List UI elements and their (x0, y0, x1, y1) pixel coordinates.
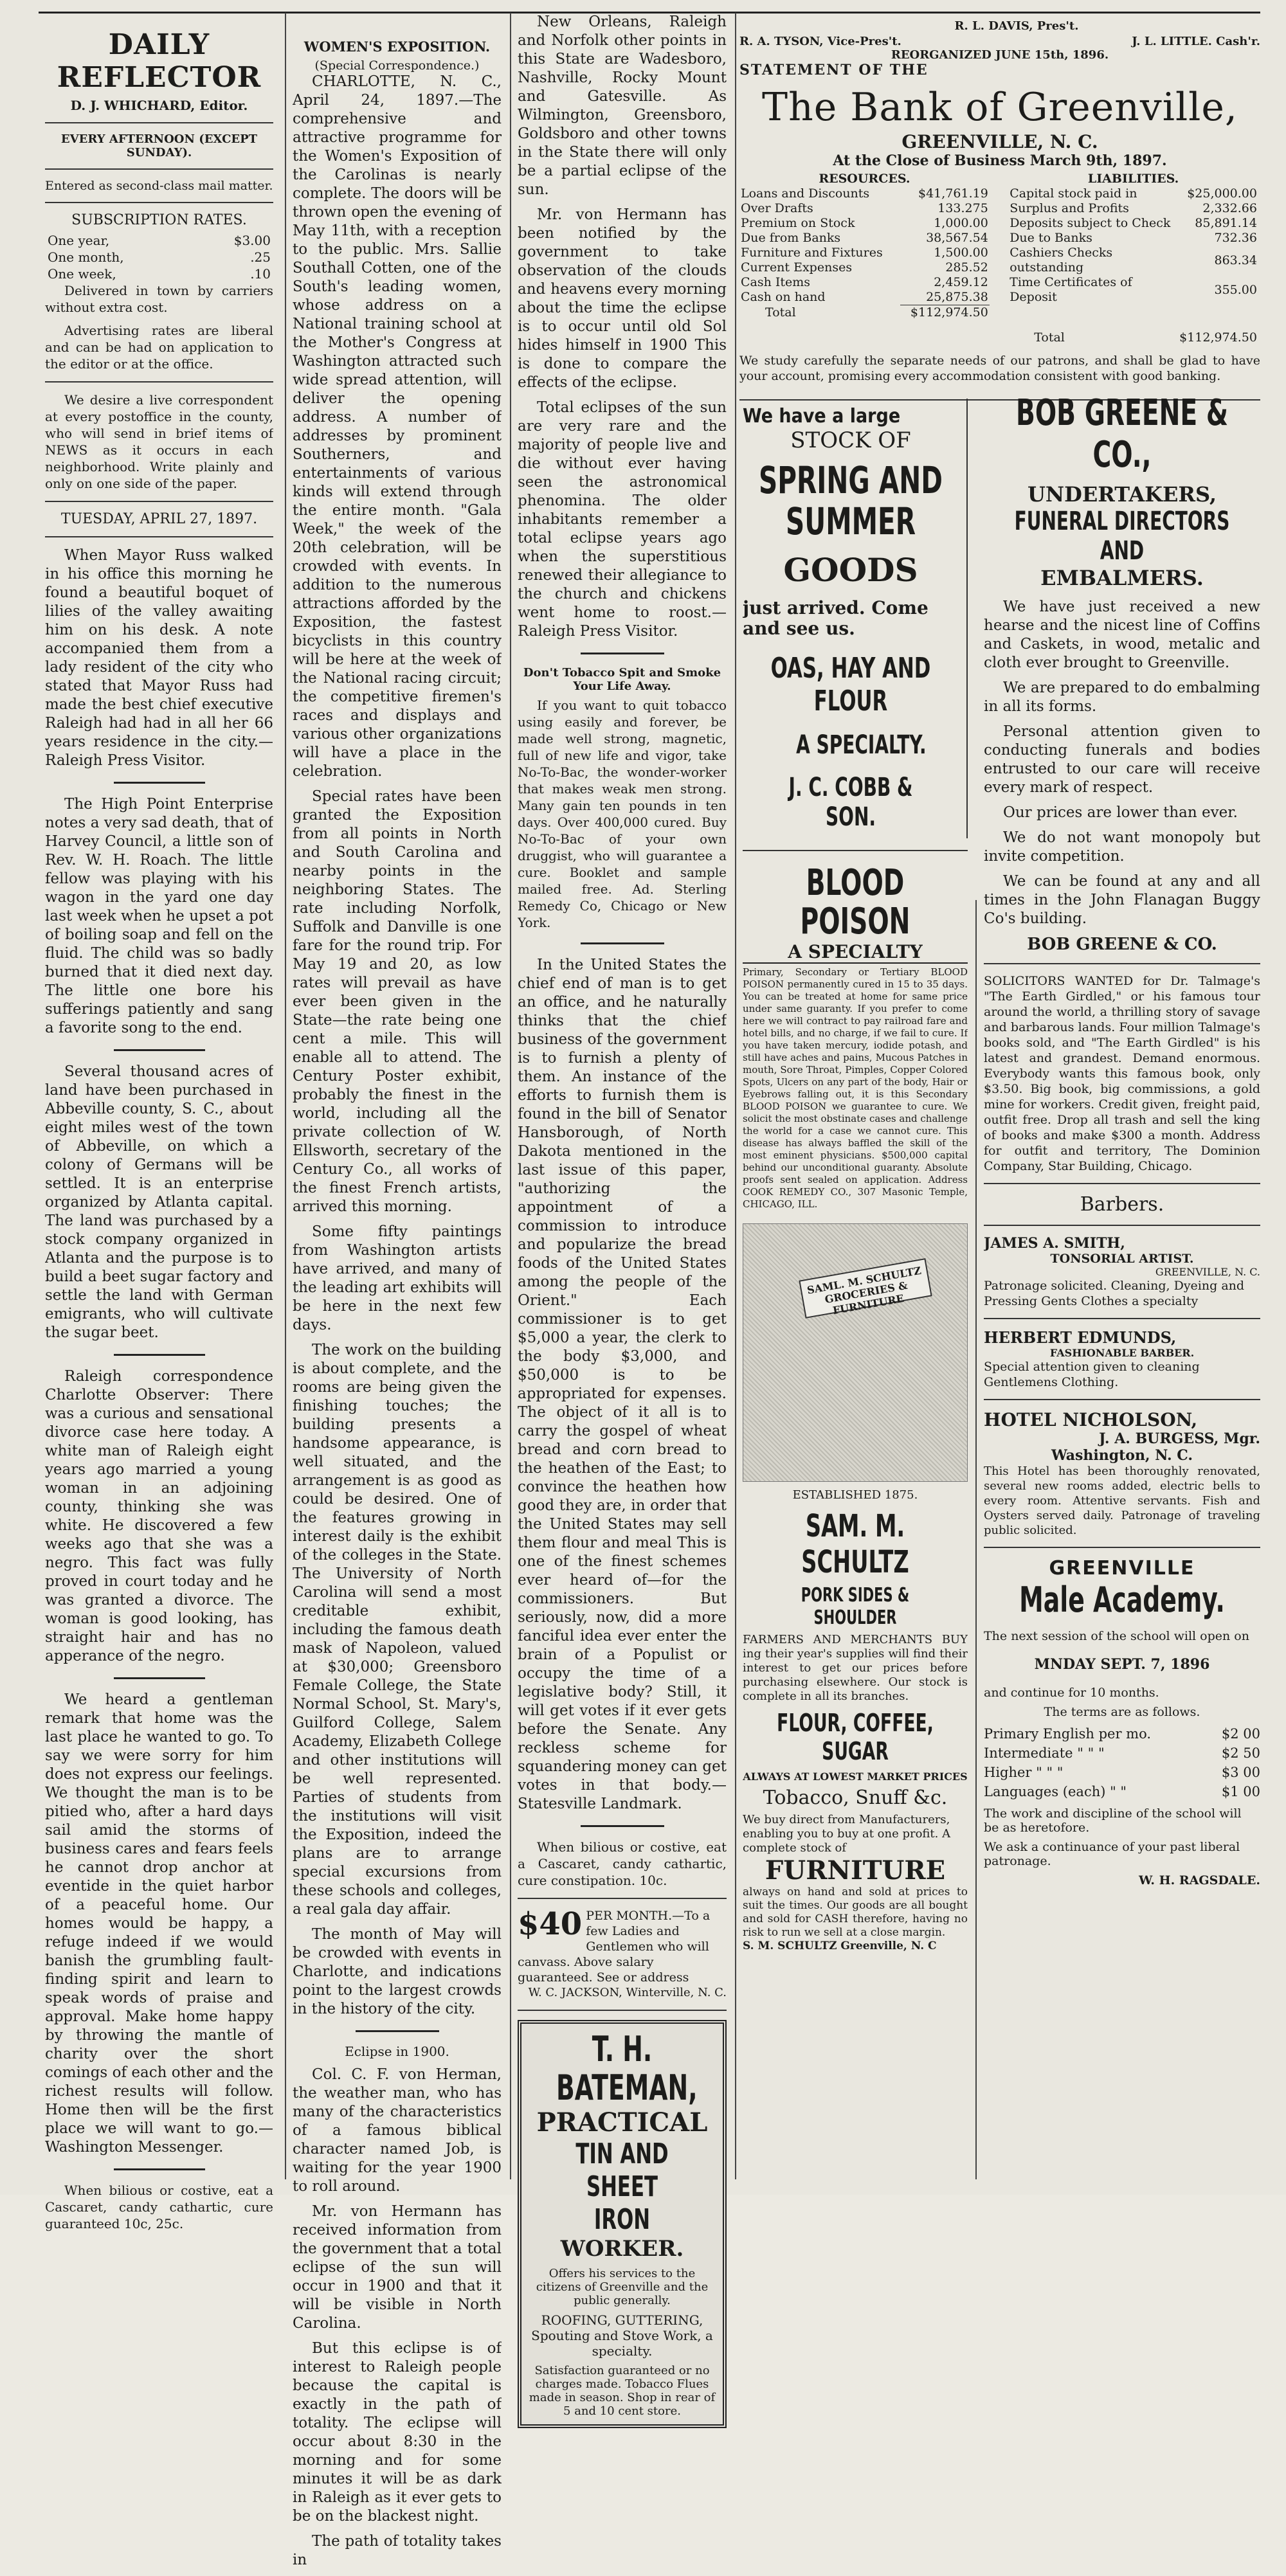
academy-subject: Higher " " " (984, 1765, 1064, 1780)
greene-line2: FUNERAL DIRECTORS AND (1014, 507, 1230, 566)
cobb-line8: J. C. COBB & SON. (788, 773, 913, 832)
greene-paragraph: We do not want monopoly but invite competition. (984, 829, 1260, 865)
blood-poison-sub: A SPECIALTY (743, 941, 968, 964)
column-divider (285, 13, 286, 2179)
fin-item: Premium on Stock (741, 216, 855, 230)
greene-line1: UNDERTAKERS, (1027, 482, 1217, 507)
fin-value: 1,000.00 (934, 216, 988, 230)
blood-poison-title: BLOOD POISON (800, 862, 910, 942)
hotel-city: Washington, N. C. (1051, 1447, 1193, 1464)
rate-term: One month, (48, 249, 124, 265)
fin-value: 38,567.54 (926, 231, 988, 245)
academy-line2: Male Academy. (1019, 1580, 1225, 1620)
cobb-line5: just arrived. Come and see us. (743, 597, 928, 639)
hotel-mgr: J. A. BURGESS, Mgr. (1099, 1430, 1260, 1447)
greene-paragraph: Our prices are lower than ever. (1003, 804, 1238, 821)
exposition-paragraph: Some fifty paintings from Washington artists have arrived, and many of the leading art exhibits will be here in the next few days. (293, 1223, 502, 1333)
academy-term-row (984, 1782, 1260, 1801)
smith-city: GREENVILLE, N. C. (1155, 1266, 1260, 1278)
tobacco-text: If you want to quit tobacco using easily and forever, be made well strong, magnetic, full of new life and vigor, take No-To-Bac, the wonder-worker that makes weak men strong. Many gain ten pounds in ten days. Over 400,000 cured. Buy No-To-Bac of your own druggist, who will guarantee a cure. Booklet and sample mailed free. Ad. Sterling Remedy Co, Chicago or New York. (518, 698, 727, 930)
fin-item: Total (765, 305, 796, 320)
cobb-line2: STOCK OF (790, 428, 911, 453)
column-divider (510, 13, 511, 2179)
liabilities (1008, 172, 1258, 345)
cobb-line4: GOODS (783, 551, 918, 589)
advertising-note: Advertising rates are liberal and can be had on application to the editor or at the office. (45, 323, 273, 372)
fin-value: 1,500.00 (934, 246, 988, 260)
smith-text: Patronage solicited. Cleaning, Dyeing and Pressing Gents Clothes a specialty (984, 1279, 1245, 1308)
academy-line1: GREENVILLE (1049, 1557, 1195, 1580)
column-1 (45, 13, 273, 2238)
eclipse-continued: New Orleans, Raleigh and Norfolk other points in this State are Wadesboro, Nashville, Rocky Mount and Gatesville. As Wilmington, Greensboro, Goldsboro and other towns in the State there will only be a partial eclipse of the sun. (518, 14, 727, 198)
barbers-heading: Barbers. (1080, 1193, 1164, 1216)
fin-value: 133.275 (937, 201, 988, 215)
fin-item: Cash on hand (741, 290, 826, 305)
fin-item: Furniture and Fixtures (741, 246, 883, 260)
fin-item: Loans and Discounts (741, 186, 870, 201)
fin-row (739, 201, 990, 216)
subscription-rates (45, 232, 273, 282)
bateman-footer: Satisfaction guaranteed or no charges made. Tobacco Flues made in season. Shop in rear of 5 and 10 cent store. (529, 2364, 716, 2418)
bank-footer: We study carefully the separate needs of our patrons, and shall be glad to have your account, promising every accommodation consistent with good banking. (739, 354, 1260, 383)
greene-paragraph: We are prepared to do embalming in all its forms. (984, 680, 1260, 715)
fin-row (1008, 201, 1258, 216)
rate-price: $3.00 (233, 233, 271, 248)
bateman-line1: PRACTICAL (536, 2107, 708, 2138)
fin-value: 732.36 (1214, 231, 1257, 245)
news-item: Raleigh correspondence Charlotte Observer: There was a curious and sensational divorce case here today. A white man of Raleigh eight years ago married a young woman in an adjoining county, thinking she was white. He discovered a few weeks ago that she was a negro. This fact was fully proved in court today and he was granted a divorce. The woman is good looking, has straight hair and has no apperance of the negro. (45, 1368, 273, 1664)
exposition-paragraph: The month of May will be crowded with events in Charlotte, and indications point to the largest crowds in the history of the city. (293, 1926, 502, 2017)
bank-ad (739, 13, 1260, 410)
news-item: The High Point Enterprise notes a very sad death, that of Harvey Council, a little son of Rev. W. H. Roach. The little fellow was playing with his wagon in the yard one day last week when he upset a pot of boiling soap and fell on the fluid. The child was so badly burned that it died next day. The little one bore his sufferings patiently and sang a favorite song to the end. (45, 796, 273, 1036)
exposition-paragraph: The work on the building is about complete, and the rooms are being given the finishing touches; the building presents a handsome appearance, is well situated, and the arrangement is as good as could be desired. One of the features growing in interest daily is the exhibit of the colleges in the State. The University of North Carolina will send a most creditable exhibit, including the famous death mask of Napoleon, valued at $30,000; Greensboro Female College, the State Normal School, St. Mary's, Guilford College, Salem Academy, Elizabeth College and other institutions will be well represented. Parties of students from the institutions will visit the Exposition, indeed the plans are to arrange special excursions from these schools and colleges, a real gala day affair. (293, 1342, 502, 1918)
cascaret-ad: When bilious or costive, eat a Cascaret, candy cathartic, cure guaranteed 10c, 25c. (45, 2183, 273, 2231)
academy-subject: Intermediate " " " (984, 1745, 1105, 1761)
greene-paragraph: We have just received a new hearse and the nicest line of Coffins and Caskets, in wood, metalic and cloth ever brought to Greenville. (984, 599, 1260, 671)
fin-value: 355.00 (1214, 282, 1257, 297)
fin-item: Due from Banks (741, 231, 841, 245)
fin-item: Time Certificates of Deposit (1010, 275, 1132, 304)
fin-value: $112,974.50 (1179, 330, 1257, 345)
fin-value: 863.34 (1214, 253, 1257, 267)
cascaret-ad-2: When bilious or costive, eat a Cascaret, candy cathartic, cure constipation. 10c. (518, 1839, 727, 1888)
resources-table (739, 186, 990, 320)
exposition-byline: (Special Correspondence.) (314, 59, 480, 73)
fin-total (739, 305, 990, 321)
academy-p1: The next session of the school will open on (984, 1629, 1249, 1643)
academy-ad (984, 1557, 1260, 1887)
academy-price: $3 00 (1221, 1765, 1260, 1780)
edmunds-title: FASHIONABLE BARBER. (1049, 1347, 1195, 1359)
resources-title: RESOURCES. (819, 172, 910, 186)
column-5 (984, 392, 1260, 1887)
liabilities-table (1008, 186, 1258, 345)
schultz-line4: Tobacco, Snuff &c. (763, 1787, 948, 1809)
blood-poison-text: Primary, Secondary or Tertiary BLOOD POISON permanently cured in 15 to 35 days. You can be treated at home for same price under same guaranty. If you prefer to come here we will contract to pay railroad fare and hotel bills, and no charge, if we fail to cure. If you have taken mercury, iodide potash, and still have aches and pains, Mucous Patches in mouth, Sore Throat, Pimples, Copper Colored Spots, Ulcers on any part of the body, Hair or Eyebrows falling out, it is this Secondary BLOOD POISON we guarantee to cure. We solicit the most obstinate cases and challenge the world for a case we cannot cure. This disease has always baffled the skill of the most eminent physicians. $500,000 capital behind our unconditional guaranty. Absolute proofs sent sealed on application. Address COOK REMEDY CO., 307 Masonic Temple, CHICAGO, ILL. (743, 966, 968, 1210)
fin-row (739, 290, 990, 305)
fin-item: Total (1034, 330, 1065, 345)
fin-value: 2,459.12 (934, 275, 988, 289)
rate-term: One year, (48, 233, 110, 248)
smith-name: JAMES A. SMITH, (984, 1235, 1125, 1252)
rate-term: One week, (48, 266, 116, 282)
liabilities-title: LIABILITIES. (1087, 172, 1179, 186)
bateman-name: T. H. BATEMAN, (556, 2029, 698, 2108)
schultz-p2: We buy direct from Manufacturers, enabling you to buy at one profit. A complete stock of (743, 1813, 951, 1855)
fin-item: Surplus and Profits (1010, 201, 1129, 215)
fin-row (739, 231, 990, 246)
fin-row (1008, 216, 1258, 231)
academy-p2: and continue for 10 months. (984, 1686, 1159, 1700)
cobb-line7: A SPECIALTY. (796, 730, 927, 760)
academy-price: $2 00 (1221, 1726, 1260, 1742)
jackson-ad (518, 1908, 727, 2001)
bank-president: R. L. DAVIS, Pres't. (954, 19, 1079, 33)
masthead-entered: Entered as second-class mail matter. (45, 179, 273, 193)
academy-p3: The terms are as follows. (1044, 1705, 1200, 1719)
academy-subject: Primary English per mo. (984, 1726, 1152, 1742)
masthead-editor: D. J. WHICHARD, Editor. (70, 98, 248, 113)
exposition-paragraph: Special rates have been granted the Exposition from all points in North and South Carolina and nearby points in the neighboring States. The rate including Norfolk, Suffolk and Danville is one fare for the round trip. For May 19 and 20, as low rates will prevail as have ever been given in the State—the rate being one cent a mile. This will enable all to attend. The Century Poster exhibit, probably the finest in the world, including all the private collection of W. Ellsworth, secretary of the Century Co., all works of the finest French artists, arrived this morning. (293, 788, 502, 1215)
rate-row (45, 266, 273, 282)
bank-close: At the Close of Business March 9th, 1897. (833, 152, 1167, 169)
greene-line3: EMBALMERS. (1040, 566, 1204, 590)
rate-row (45, 249, 273, 266)
subscription-heading: SUBSCRIPTION RATES. (71, 212, 247, 228)
column-4 (743, 392, 968, 1952)
rate-price: .25 (250, 249, 271, 265)
bank-statement: STATEMENT OF THE (739, 62, 928, 78)
academy-sig: W. H. RAGSDALE. (1139, 1873, 1260, 1887)
fin-row (739, 216, 990, 231)
column-2 (293, 13, 502, 2576)
academy-term-row (984, 1743, 1260, 1763)
schultz-line2: FLOUR, COFFEE, SUGAR (777, 1709, 934, 1765)
academy-price: $1 00 (1221, 1784, 1260, 1799)
bateman-line3: WORKER. (560, 2236, 684, 2262)
fin-row (1008, 186, 1258, 201)
bank-city: GREENVILLE, N. C. (901, 131, 1098, 152)
exposition-paragraph: CHARLOTTE, N. C., April 24, 1897.—The comprehensive and attractive programme for the Women's Exposition of the Carolinas is nearly complete. The doors will be thrown open the evening of May 11th, with a reception to the public. Mrs. Sallie Southall Cotten, one of the South's leading women, whose address on a National training school at the Mother's Congress at Washington attracted such wide spread attention, will deliver the opening address. A number of addresses by prominent Southerners, and entertainments of various kinds will extend through the entire month. "Gala Week," the week of the 20th celebration, will be crowded with events. In addition to the numerous attractions afforded by the Exposition, the fastest bicyclists in this country will be here at the week of the National racing circuit; the competitive firemen's races and displays and various other organizations will have a place in the celebration. (293, 73, 502, 780)
bank-financials (739, 172, 1260, 345)
issue-date: TUESDAY, APRIL 27, 1897. (60, 511, 258, 527)
tobacco-headline: Don't Tobacco Spit and Smoke Your Life Away. (523, 666, 721, 693)
fin-value: $41,761.19 (918, 186, 988, 201)
correspondent-note: We desire a live correspondent at every postoffice in the county, who will send in brief items of NEWS as it occurs in each neighborhood. Write plainly and only on one side of the paper. (45, 392, 273, 491)
delivery-note: Delivered in town by carriers without extra cost. (45, 283, 273, 315)
jackson-signature: W. C. JACKSON, Winterville, N. C. (528, 1986, 727, 1999)
cobb-line1: We have a large (743, 405, 901, 428)
news-item: Several thousand acres of land have been purchased in Abbeville county, S. C., about eight miles west of the town of Abbeville, on which a colony of Germans will be settled. It is an enterprise organized by Atlanta capital. The land was purchased by a stock company organized in Atlanta and the purpose is to build a beet sugar factory and settle the land with German emigrants, who will cultivate the sugar beet. (45, 1063, 273, 1341)
hotel-name: HOTEL NICHOLSON, (984, 1409, 1198, 1430)
fin-row (1008, 275, 1258, 305)
fin-value: 285.52 (945, 260, 988, 275)
eclipse-paragraph: But this eclipse is of interest to Raleigh people because the capital is exactly in the path of totality. The eclipse will occur about 8:30 in the morning and for some minutes it will be as dark in Raleigh as it ever gets to be on the blackest night. (293, 2340, 502, 2525)
fin-value: $112,974.50 (900, 305, 990, 321)
eclipse-headline: Eclipse in 1900. (345, 2044, 449, 2059)
fin-item: Cash Items (741, 275, 811, 289)
greene-sig: BOB GREENE & CO. (1027, 935, 1217, 954)
edmunds-text: Special attention given to cleaning Gentlemens Clothing. (984, 1360, 1200, 1389)
greene-name: BOB GREENE & CO., (1015, 392, 1229, 476)
fin-item: Over Drafts (741, 201, 813, 215)
fin-row (739, 246, 990, 260)
schultz-line3: ALWAYS AT LOWEST MARKET PRICES (743, 1770, 968, 1783)
eclipse-paragraph: Col. C. F. von Herman, the weather man, who has many of the characteristics of a famous biblical character named Job, is waiting for the year 1900 to roll around. (293, 2066, 502, 2195)
fin-item: Capital stock paid in (1010, 186, 1137, 201)
solicitors-ad: SOLICITORS WANTED for Dr. Talmage's "The Earth Girdled," or his famous tour around the world, a thrilling story of savage and barbarous lands. Four million Talmage's books sold, and "The Earth Girdled" is his latest and grandest. Demand enormous. Everybody wants this famous book, only $3.50. Big book, big commissions, a gold mine for workers. Credit given, freight paid, outfit free. Drop all trash and sell the king of books and make $300 a month. Address for outfit and territory, The Dominion Company, Star Building, Chicago. (984, 974, 1260, 1173)
edmunds-name: HERBERT EDMUNDS, (984, 1328, 1177, 1347)
schultz-store-engraving (743, 1223, 968, 1482)
rate-row (45, 232, 273, 249)
schultz-established: ESTABLISHED 1875. (792, 1488, 918, 1502)
fin-row (739, 186, 990, 201)
fin-row (739, 260, 990, 275)
academy-p5: We ask a continuance of your past liberal patronage. (984, 1840, 1240, 1868)
store-sign: SAML. M. SCHULTZ GROCERIES & FURNITURE (799, 1258, 932, 1319)
news-item: We heard a gentleman remark that home was the last place he wanted to go. To say we were sorry for him does not express our feelings. We thought the man is to be pitied who, after a hard days sail amid the storms of business cares and fears feels he cannot drop anchor at eventide in the quiet harbor of a peaceful home. Our homes would be happy, a refuge indeed if we would banish the grumbling fault-finding spirit and learn to speak words of praise and approval. Make home happy by throwing the mantle of charity over the short comings of each other and the richest results will follow. Home then will be the first place we will want to go.—Washington Messenger. (45, 1691, 273, 2156)
fin-row (739, 275, 990, 290)
eclipse-paragraph: The path of totality takes in (293, 2533, 502, 2568)
academy-price: $2 50 (1221, 1745, 1260, 1761)
greene-ad (984, 392, 1260, 954)
bateman-body: Offers his services to the citizens of Greenville and the public generally. (536, 2267, 709, 2307)
smith-ad (984, 1235, 1260, 1309)
schultz-sig: S. M. SCHULTZ Greenville, N. C (743, 1940, 937, 1952)
academy-p4: The work and discipline of the school will be as heretofore. (984, 1806, 1242, 1835)
fin-item: Cashiers Checks outstanding (1010, 246, 1113, 275)
eclipse-continued: Mr. von Hermann has been notified by the government to take observation of the clouds and heavens every morning about the time the eclipse is to occur until old Sol hides himself in 1900 This is done to compare the effects of the eclipse. (518, 206, 727, 391)
column-divider (735, 13, 736, 2179)
cobb-line6: OAS, HAY AND FLOUR (770, 652, 931, 717)
academy-term-row (984, 1724, 1260, 1743)
academy-subject: Languages (each) " " (984, 1784, 1127, 1799)
bank-name: The Bank of Greenville, (762, 85, 1238, 130)
bank-reorg: REORGANIZED JUNE 15th, 1896. (891, 48, 1109, 62)
fin-value: 25,875.38 (926, 290, 988, 304)
greene-paragraph: We can be found at any and all times in the John Flanagan Buggy Co's building. (984, 873, 1260, 927)
resources (739, 172, 990, 320)
fin-total (1008, 305, 1258, 345)
jackson-amount: $40 (518, 1906, 583, 1942)
masthead-frequency: EVERY AFTERNOON (EXCEPT SUNDAY). (60, 132, 258, 159)
hotel-ad (984, 1409, 1260, 1538)
academy-date: MNDAY SEPT. 7, 1896 (1034, 1656, 1210, 1673)
bank-vice: R. A. TYSON, Vice-Pres't. (739, 35, 901, 48)
rate-price: .10 (250, 266, 271, 282)
column-divider (975, 900, 977, 2179)
academy-term-row (984, 1763, 1260, 1782)
column-3 (518, 13, 727, 2435)
fin-value: 85,891.14 (1195, 216, 1257, 230)
schultz-name: SAM. M. SCHULTZ (801, 1508, 909, 1580)
schultz-line1: PORK SIDES & SHOULDER (801, 1584, 910, 1629)
jackson-text: PER MONTH.—To a few Ladies and Gentlemen who will canvass. Above salary guaranteed. See or address (518, 1909, 711, 1985)
eclipse-paragraph: Mr. von Hermann has received information from the government that a total eclipse of the sun will occur in 1900 and that it will be visible in North Carolina. (293, 2203, 502, 2332)
schultz-p1: FARMERS AND MERCHANTS BUY ing their year's supplies will find their interest to get our prices before purchasing elsewhere. Our stock is complete in all its branches. (743, 1633, 968, 1703)
greene-paragraph: Personal attention given to conducting funerals and bodies entrusted to our care will receive every mark of respect. (984, 723, 1260, 796)
schultz-p3: always on hand and sold at prices to suit the times. Our goods are all bought and sold for CASH therefore, having no risk to run we sell at a close margin. (743, 1886, 968, 1939)
news-item: When Mayor Russ walked in his office this morning he found a beautiful boquet of lilies of the valley awaiting him on his desk. A note accompanied them from a lady resident of the city who stated that Mayor Russ had made the best chief executive Raleigh had had in all her 66 years residence in the city.—Raleigh Press Visitor. (45, 547, 273, 769)
senate-item: In the United States the chief end of man is to get an office, and he naturally thinks that the chief business of the government is to furnish a plenty of them. An instance of the efforts to furnish them is found in the bill of Senator Hansborough, of North Dakota mentioned in the last issue of this paper, "authorizing the appointment of a commission to introduce and popularize the bread foods of the United States among the people of the Orient." Each commissioner is to get $5,000 a year, the clerk to the body $3,000, and $50,000 is to be appropriated for expenses. The object of it all is to carry the gospel of wheat bread and corn bread to the heathen of the East; to convince the heathen how good they are, in order that the United States may sell them flour and meal This is one of the finest schemes ever heard of—for the commissioners. But seriously, now, did a more fanciful idea ever enter the brain of a Populist or occupy the time of a legislative body? Still, it will get votes if it ever gets before the Senate. Any reckless scheme for squandering money can get votes in that body.—Statesville Landmark. (518, 957, 727, 1812)
eclipse-continued: Total eclipses of the sun are very rare and the majority of people live and die without ever having seen the astronomical phenomina. The older inhabitants remember a total eclipse years ago when the superstitious renewed their allegiance to the church and chickens went home to roost.—Raleigh Press Visitor. (518, 399, 727, 640)
cobb-line3: SPRING AND SUMMER (759, 458, 943, 543)
bank-officers (739, 19, 1260, 48)
fin-row (1008, 231, 1258, 246)
bateman-services: ROOFING, GUTTERING, Spouting and Stove Work, a specialty. (531, 2312, 713, 2359)
schultz-ad (743, 1508, 968, 1952)
fin-item: Due to Banks (1010, 231, 1092, 245)
schultz-line5: FURNITURE (765, 1855, 946, 1886)
bateman-line2: TIN AND SHEET IRON (575, 2138, 669, 2236)
fin-row (1008, 246, 1258, 275)
fin-value: $25,000.00 (1187, 186, 1257, 201)
edmunds-ad (984, 1328, 1260, 1390)
cobb-ad (743, 399, 968, 838)
blood-poison-ad (743, 864, 968, 1211)
exposition-headline: WOMEN'S EXPOSITION. (303, 39, 491, 55)
bateman-ad (518, 2020, 727, 2428)
smith-title: TONSORIAL ARTIST. (1050, 1252, 1194, 1266)
fin-item: Current Expenses (741, 260, 853, 275)
bank-cashier: J. L. LITTLE. Cash'r. (1132, 35, 1260, 48)
fin-value: 2,332.66 (1202, 201, 1257, 215)
masthead-title: DAILY REFLECTOR (57, 28, 262, 94)
hotel-text: This Hotel has been thoroughly renovated, several new rooms added, electric bells to every room. Attentive servants. Fish and Oysters served daily. Patronage of traveling public solicited. (984, 1464, 1260, 1537)
fin-item: Deposits subject to Check (1010, 216, 1171, 230)
